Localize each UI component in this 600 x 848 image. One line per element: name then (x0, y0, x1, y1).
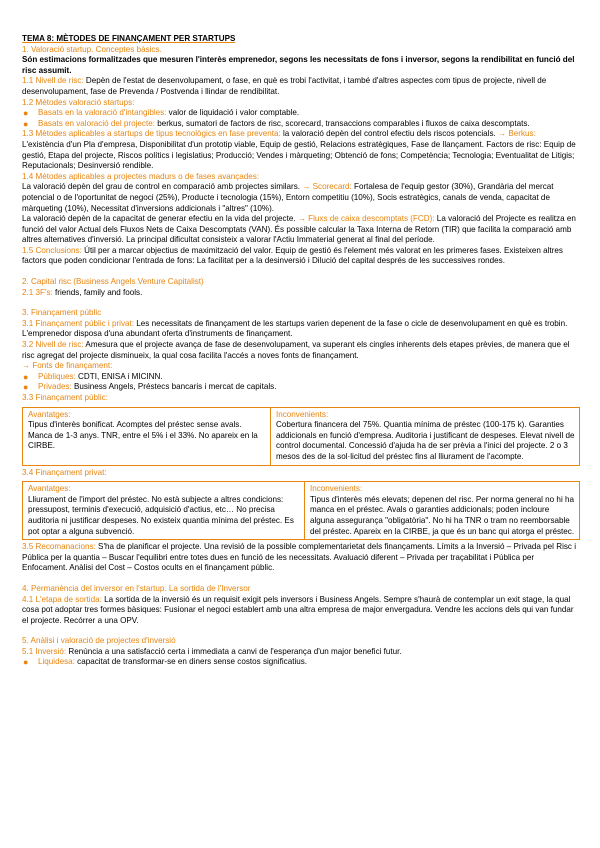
section-1-4-heading: 1.4 Mètodes aplicables a projectes madurs o de fases avançades: (22, 171, 260, 181)
section-3-5 (22, 542, 580, 574)
bullet-label: Basats en valoració del projecte: (38, 118, 155, 128)
advantages-cell (23, 482, 304, 539)
list-item (22, 372, 580, 383)
section-1-1 (22, 76, 580, 97)
bullet-dot-icon: ● (23, 371, 29, 382)
bullet-text: valor de liquidació i valor comptable. (166, 108, 300, 118)
section-1-2-heading: 1.2 Mètodes valoració startups: (22, 97, 135, 107)
bullet-dot-icon: ● (23, 657, 29, 668)
private-financing-table (22, 481, 580, 540)
advantages-text: Tipus d'interès bonificat. Acomptes del préstec sense avals. Manca de 1-3 anys. TNR, entre el 5% i el 33%. No apareix en la CIRBE. (28, 420, 258, 451)
list-item (22, 382, 580, 393)
section-3-3-heading: 3.3 Finançament públic: (22, 393, 108, 402)
public-financing-table (22, 407, 580, 466)
advantages-label: Avantatges: (28, 409, 71, 419)
section-5-heading: 5. Anàlisi i valoració de projectes d'inversió (22, 636, 176, 646)
section-4-1 (22, 595, 580, 627)
section-3-4-heading: 3.4 Finançament privat: (22, 467, 107, 477)
section-1-intro: Són estimacions formalitzades que mesuren l'interès emprenedor, segons les necessitats de fons i inversor, segons la rendibilitat en funció del risc assumit. (22, 55, 575, 75)
section-1-1-text: Depèn de l'estat de desenvolupament, o fase, en què es trobi l'activitat, i també d'altres aspectes com tipus de projecte, nivell de desenvolupament, fase de Prevenda / Postvenda i llindar de rendibilitat. (22, 76, 547, 96)
bullet-text: berkus, sumatori de factors de risc, scorecard, transaccions comparables i fluxos de caixa descomptats. (154, 118, 530, 128)
section-1-4-scorecard (22, 182, 580, 214)
bullet-dot-icon: ● (23, 108, 29, 119)
section-1-5-text: Útil per a marcar objectius de maximització del valor. Equip de gestió és l'element més valorat en les primeres fases. Existeixen altres factors que poden condicionar l'entrada de fons: La facilitat per a la desinversió i Dilució del capital després de les successives rondes. (22, 245, 563, 266)
section-2-1-label: 2.1 3F's: (22, 287, 53, 297)
section-4-1-label: 4.1 L'etapa de sortida: (22, 594, 102, 604)
section-5-1 (22, 647, 580, 658)
list-item (22, 657, 580, 668)
section-1-3-text: la valoració depèn del control efectiu dels riscos potencials. (280, 129, 499, 139)
section-1-3-label: 1.3 Mètodes aplicables a startups de tipus tecnològics en fase preventa: (22, 129, 281, 139)
advantages-cell (23, 408, 270, 465)
advantages-text: Lliurament de l'import del préstec. No està subjecte a altres condicions: pressupost, terminis d'execució, adquisició d'actius, etc… No precisa auditoria ni justificar despeses. No existeix quantia mínima del préstec. Es pot optar a alguna subvenció. (28, 494, 294, 536)
fcd-label: → Fluxs de caixa descomptats (FCD): (297, 214, 435, 224)
fcd-intro: La valoració depèn de la capacitat de generar efectiu en la vida del projecte. (22, 214, 298, 224)
bullet-label: Privades: (38, 382, 72, 392)
section-2-1 (22, 288, 580, 299)
section-3-2-text: Amesura que el projecte avança de fase de desenvolupament, va superant els cingles inherents dels etapes prèvies, de manera que el risc agregat del projecte disminueix, la qual cosa facilita l'accés a noves fonts de finançament. (22, 340, 570, 360)
bullet-text: capacitat de transformar-se en diners sense costos significatius. (74, 657, 308, 667)
section-3-1-label: 3.1 Finançament públic i privat: (22, 318, 135, 328)
page-title: TEMA 8: MÈTODES DE FINANÇAMENT PER STARTUPS (22, 34, 236, 43)
section-5-1-text: Renúncia a una satisfacció certa i immediata a canvi de l'esperança d'un major benefici futur. (66, 646, 402, 656)
fcd-text: La valoració del Projecte es realitza en funció del valor Actual dels Fluxos Nets de Caixa Descomptats (VAN). És possible calcular la Taxa Interna de Retorn (TIR) que facilita la comparació amb altres alternatives d'inversió. La principal dificultat consisteix a valorar l'Actiu Immaterial generat al final del període. (22, 214, 576, 245)
disadvantages-text: Cobertura financera del 75%. Quantia mínima de préstec (100-175 k). Garanties addicionals en funció d'empresa. Auditoria i justificant de despeses. Elevat nivell de control documental. Concessió d'ajuda ha de ser prèvia a l'inici del projecte. 2 o 3 mesos des de la sol·licitud del préstec fins al lliurament de l'acompte. (276, 420, 575, 461)
disadvantages-cell (304, 482, 579, 539)
section-1-3 (22, 129, 580, 171)
bullet-dot-icon: ● (23, 118, 29, 129)
section-1-5-label: 1.5 Conclusions: (22, 245, 82, 255)
section-4-1-text: La sortida de la inversió és un requisit exigit pels inversors i Business Angels. Sempre s'haurà de contemplar un exit stage, la qual cosa pot adoptar tres formes bàsiques: Fusionar el negoci establert amb una altra empresa de major envergadura. Vendre les accions dels qui van fundar el projecte. Recórrer a una OPV. (22, 594, 574, 625)
fonts-label: → Fonts de finançament: (22, 361, 113, 371)
section-2-heading: 2. Capital risc (Business Angels Venture Capitalist) (22, 277, 204, 287)
bullet-label: Públiques: (38, 371, 76, 381)
disadvantages-cell (270, 408, 579, 465)
section-3-1 (22, 319, 580, 340)
section-3-1-text: Les necessitats de finançament de les startups varien depenent de la fase o cicle de desenvolupament en què es trobin. L'emprenedor disposa d'una abundant oferta d'instruments de finançament. (22, 318, 568, 339)
advantages-label: Avantatges: (28, 484, 71, 494)
section-5-1-label: 5.1 Inversió: (22, 646, 67, 656)
section-1-4-fcd (22, 214, 580, 246)
bullet-label: Basats en la valoració d'intangibles: (38, 108, 167, 118)
section-3-2-label: 3.2 Nivell de risc: (22, 340, 84, 350)
disadvantages-label: Inconvenients: (310, 484, 363, 494)
section-1-5 (22, 246, 580, 267)
scorecard-label: → Scorecard: (302, 182, 352, 192)
bullet-text: Business Angels, Préstecs bancaris i mercat de capitals. (71, 382, 277, 392)
scorecard-text: Fortalesa de l'equip gestor (30%), Grandària del mercat potencial o de l'oportunitat de negoci (25%), Producte i tecnologia (15%), Entorn competitiu (10%), Socis estratègics, canals de venda, capacitat de màrqueting (10%), Necessitat d'inversions addicionals i "altres" (10%). (22, 182, 554, 213)
section-3-5-label: 3.5 Recomanacions: (22, 542, 96, 552)
disadvantages-label: Inconvenients: (276, 409, 329, 419)
list-item (22, 119, 580, 130)
berkus-text: L'existència d'un Pla d'empresa, Disponibilitat d'un prototip viable, Equip de gestió, Relacions estratègiques, Fase de llançament. Factors de risc: Equip de gestió, Etapa del projecte, Riscos polítics i legislatius; Producció; Vendes i màrqueting; Obtenció de fons; Competència; Tecnologia; Eventualitat de Litigis; Reputacionals; Desinversió rendible. (22, 139, 576, 171)
bullet-label: Liquidesa: (38, 657, 75, 667)
scorecard-intro: La valoració depèn del grau de control en comparació amb projectes similars. (22, 182, 303, 192)
list-item (22, 108, 580, 119)
section-2-1-text: friends, family and fools. (52, 287, 143, 297)
section-3-heading: 3. Finançament públic (22, 308, 102, 318)
section-1-heading: 1. Valoració startup. Conceptes bàsics. (22, 44, 162, 54)
section-4-heading: 4. Permanència del inversor en l'startup. La sortida de l'Inversor (22, 583, 251, 593)
bullet-text: CDTI, ENISA i MICINN. (75, 371, 163, 381)
section-3-5-text: S'ha de planificar el projecte. Una revisió de la possible complementarietat dels finançaments. Límits a la Inversió – Privada pel Risc i Pública per la quantia – Buscar l'equilibri entre totes dues en funció de les necessitats. Avaluació diferent – Privada per traçabilitat i Pública per Enfocament. Anàlisi del Cost – Costos ocults en el finançament públic. (22, 542, 577, 573)
disadvantages-text: Tipus d'interès més elevats; depenen del risc. Per norma general no hi ha manca en el préstec. Avals o garanties addicionals; poden incloure alguna assegurança "obligatòria". No hi ha TNR o tram no reemborsable del préstec. Apareix en la CIRBE, ja que és un banc qui atorga el préstec. (310, 494, 575, 536)
berkus-label: → Berkus: (498, 129, 536, 139)
bullet-dot-icon: ● (23, 382, 29, 393)
section-3-2 (22, 340, 580, 361)
section-1-1-label: 1.1 Nivell de risc: (22, 76, 84, 86)
